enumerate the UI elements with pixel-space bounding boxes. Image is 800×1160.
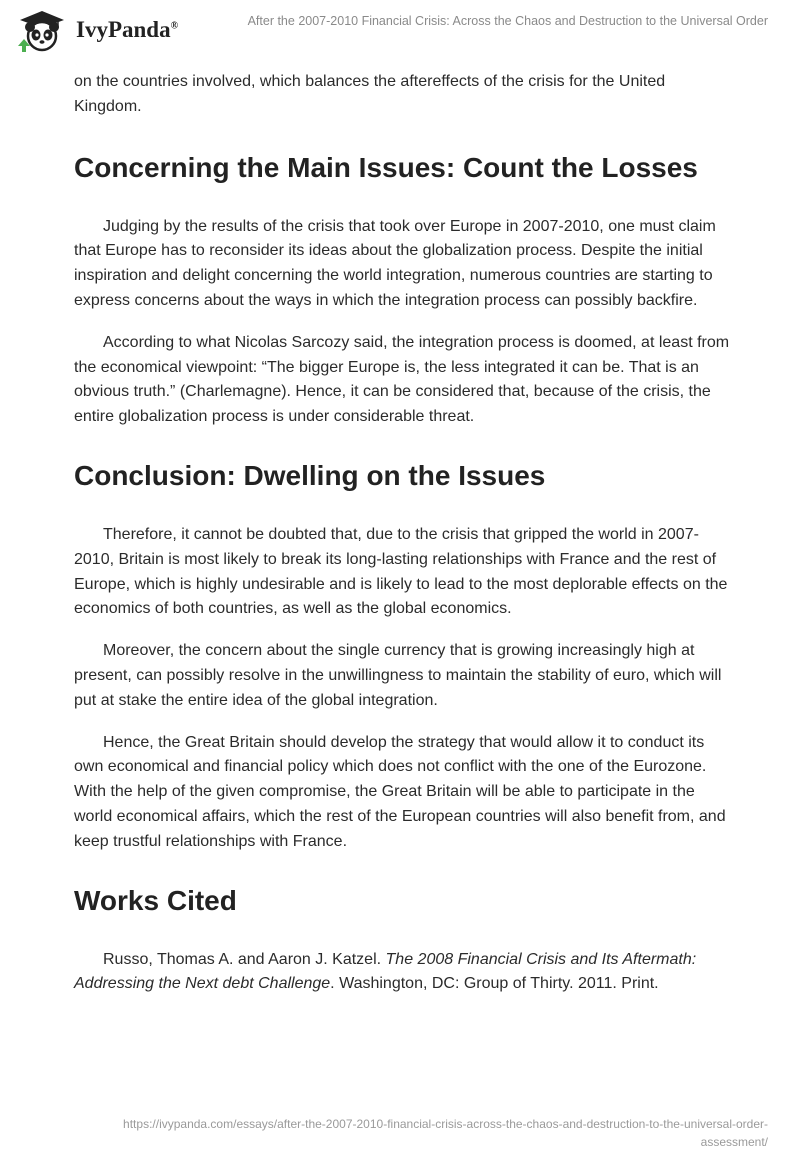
section-heading-conclusion: Conclusion: Dwelling on the Issues bbox=[74, 459, 546, 491]
section-heading-main-issues: Concerning the Main Issues: Count the Losses bbox=[74, 151, 698, 183]
continued-paragraph: on the countries involved, which balances the aftereffects of the crisis for the United Kingdom. bbox=[74, 73, 666, 115]
ivypanda-logo[interactable] bbox=[14, 8, 178, 52]
citation-publication: . Washington, DC: Group of Thirty. 2011. Print. bbox=[330, 975, 659, 993]
body-paragraph: According to what Nicolas Sarcozy said, the integration process is doomed, at least from the economical viewpoint: “The bigger Europe is, the less integrated it can be. That is an obvious truth.” (Charlemagne). Hence, it can be considered that, because of the crisis, the entire globalization process is under considerable threat. bbox=[74, 333, 730, 426]
body-paragraph: Hence, the Great Britain should develop the strategy that would allow it to conduct its own economical and financial policy which does not conflict with the one of the Eurozone. With the help of the given compromise, the Great Britain will be able to participate in the world economical affairs, which the rest of the European countries will also benefit from, and keep trustful relationships with France. bbox=[74, 733, 726, 850]
citation-title: The 2008 Financial Crisis and Its Aftermath: Addressing the Next debt Challenge bbox=[74, 950, 697, 993]
body-paragraph: Therefore, it cannot be doubted that, due to the crisis that gripped the world in 2007-2010, Britain is most likely to break its long-lasting relationships with France and the rest of Europe, which is highly undesirable and is likely to lead to the most deplorable effects on the economics of both countries, as well as the global economics. bbox=[74, 525, 728, 618]
source-url-line: assessment/ bbox=[700, 1135, 768, 1149]
source-url[interactable] bbox=[68, 1115, 768, 1151]
logo-wordmark bbox=[76, 17, 178, 43]
body-paragraph: Moreover, the concern about the single currency that is growing increasingly high at present, can possibly resolve in the unwillingness to maintain the stability of euro, which will put at stake the entire idea of the global integration. bbox=[74, 642, 722, 709]
citation-authors: Russo, Thomas A. and Aaron J. Katzel. bbox=[103, 950, 386, 968]
essay-content bbox=[74, 70, 734, 997]
logo-text: IvyPanda bbox=[76, 17, 171, 42]
body-paragraph: Judging by the results of the crisis that took over Europe in 2007-2010, one must claim that Europe has to reconsider its ideas about the globalization process. Despite the initial inspiration and delight concerning the world integration, numerous countries are starting to express concerns about the ways in which the integration process can possibly backfire. bbox=[74, 217, 716, 309]
panda-mascot-icon bbox=[14, 8, 70, 52]
running-title: After the 2007-2010 Financial Crisis: Across the Chaos and Destruction to the Universal Order bbox=[247, 14, 768, 28]
registered-mark: ® bbox=[170, 20, 179, 32]
page-header bbox=[0, 0, 800, 60]
section-heading-works-cited: Works Cited bbox=[74, 884, 237, 916]
citation-entry bbox=[74, 948, 734, 998]
source-url-line: https://ivypanda.com/essays/after-the-2007-2010-financial-crisis-across-the-chaos-and-destruction-to-the-universal-order- bbox=[123, 1117, 768, 1131]
